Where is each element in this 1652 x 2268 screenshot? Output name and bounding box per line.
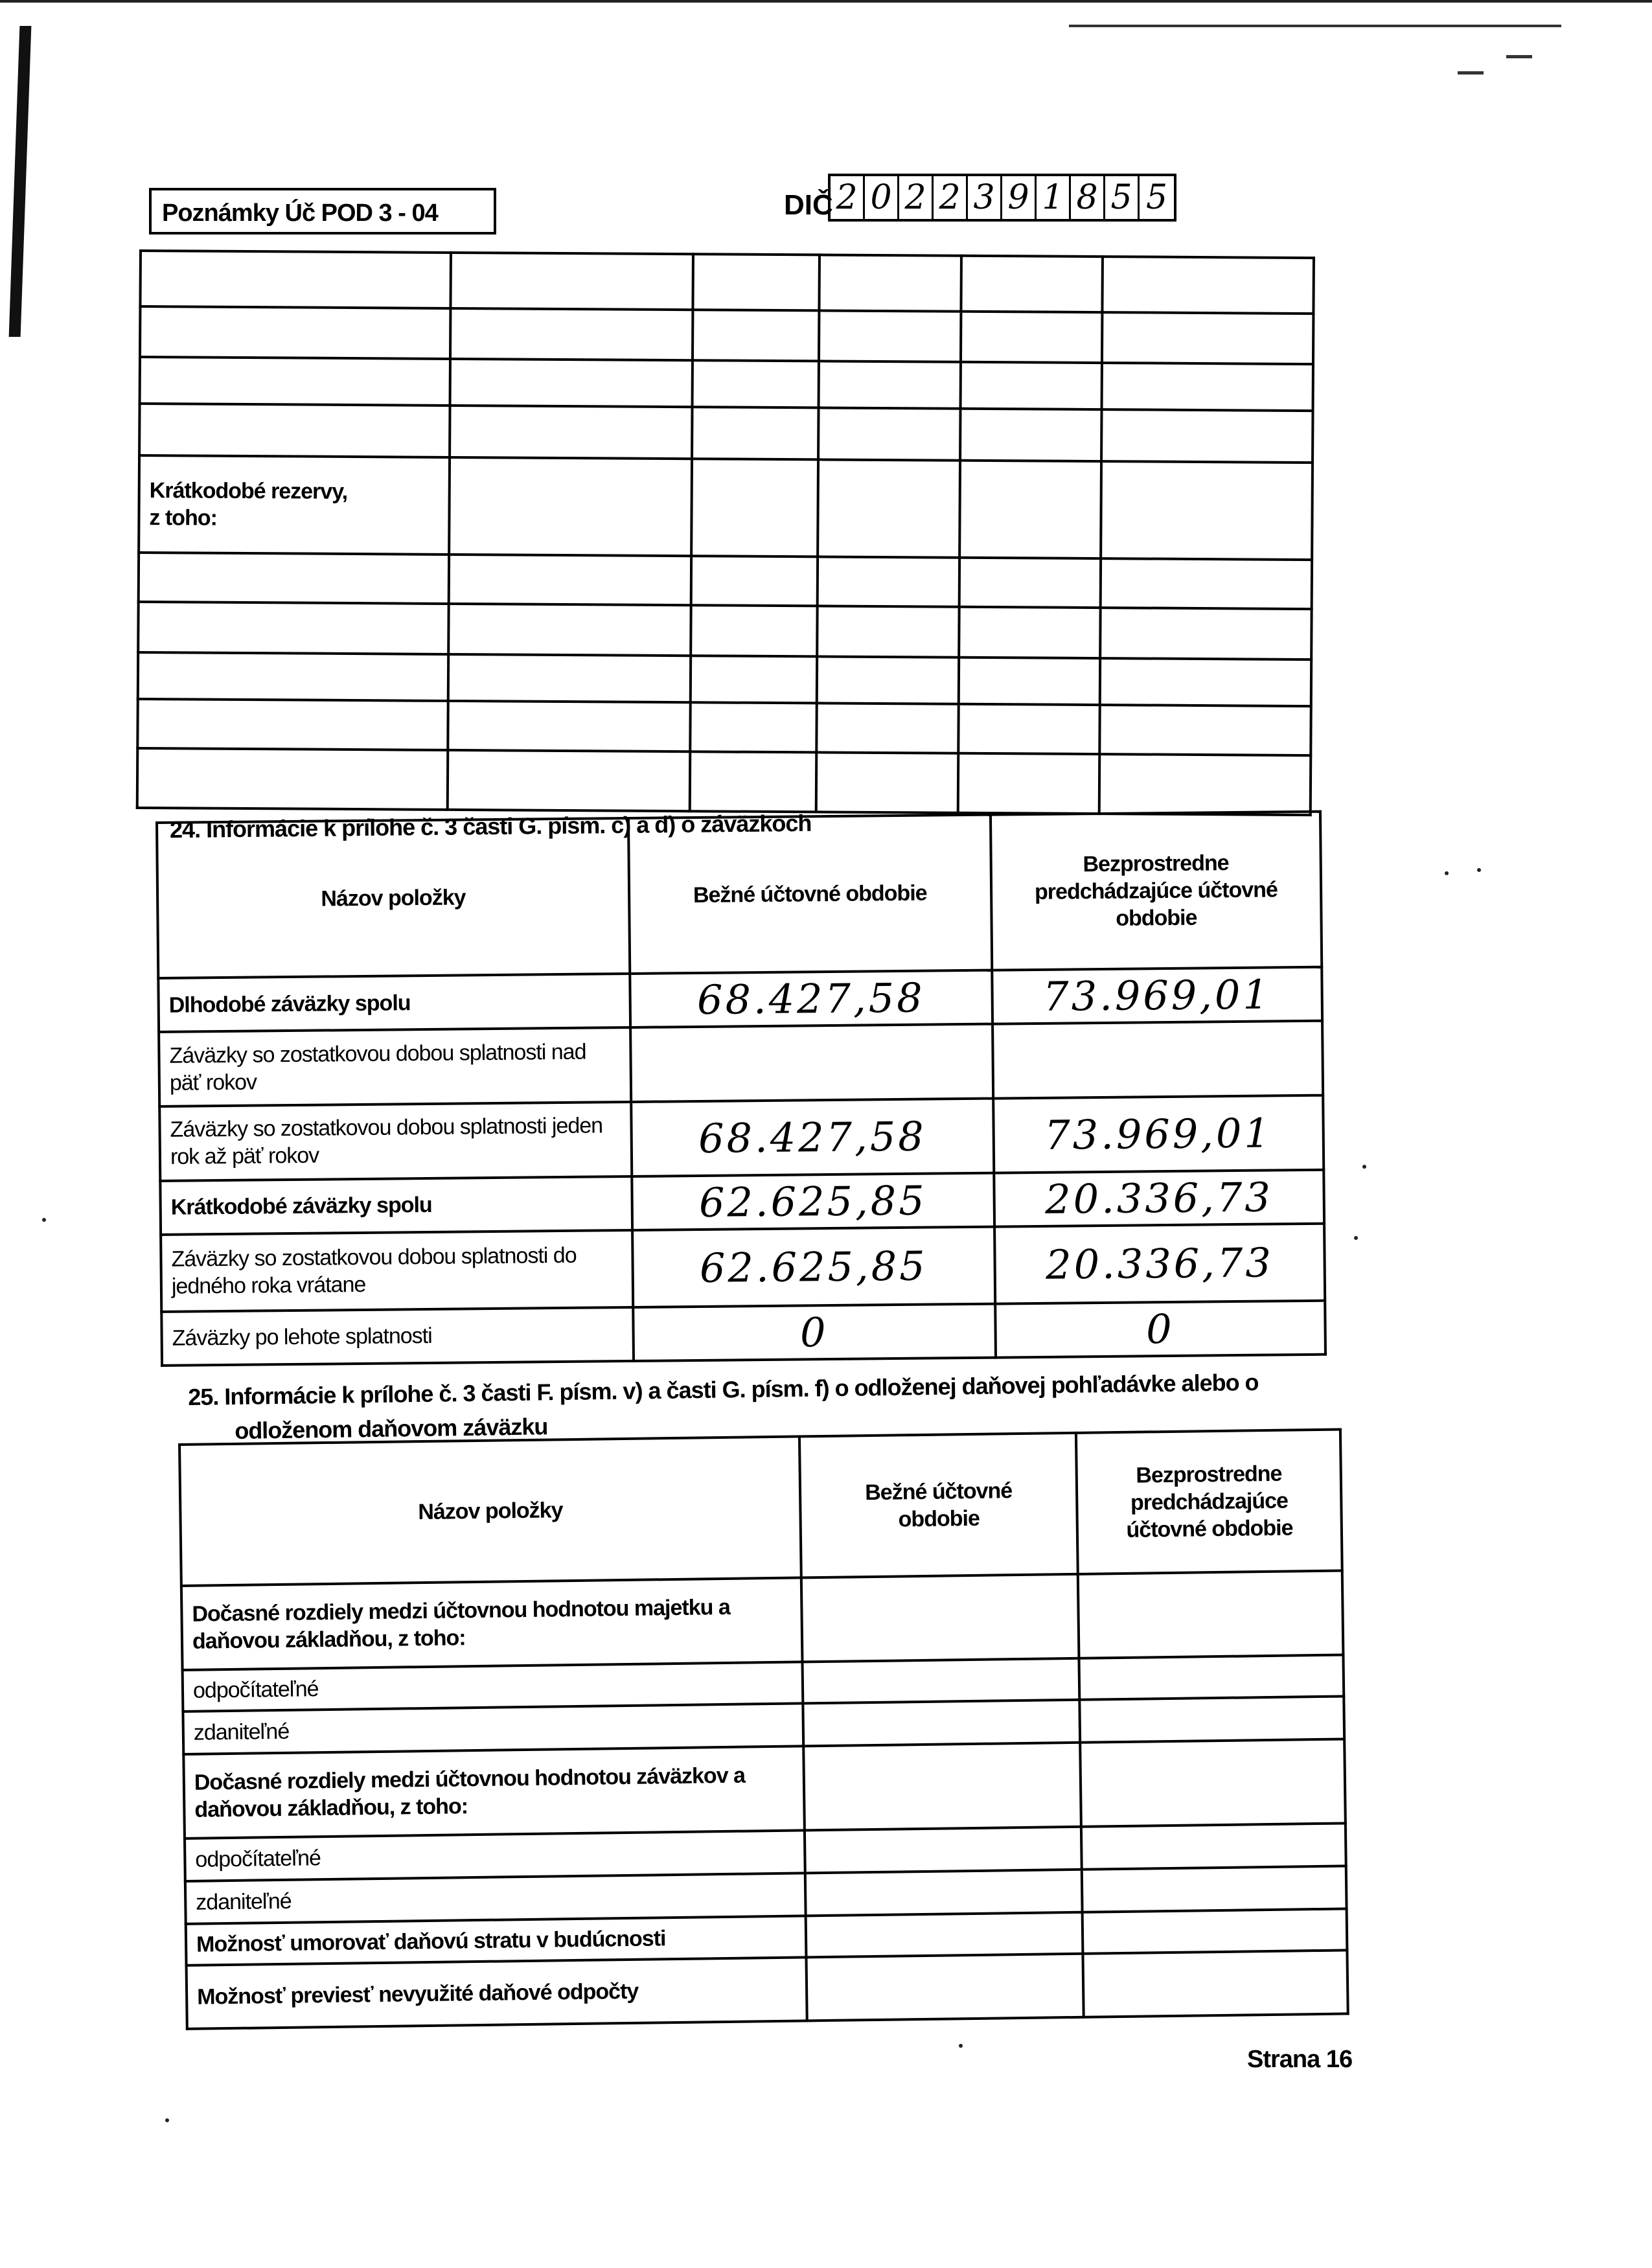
empty-cell	[139, 404, 450, 457]
empty-cell	[806, 1912, 1083, 1958]
empty-cell	[693, 310, 819, 361]
dic-label: DIČ	[784, 189, 833, 221]
empty-cell	[1101, 363, 1313, 411]
empty-cell	[803, 1743, 1081, 1831]
empty-cell	[1083, 1950, 1348, 2017]
scan-speck	[959, 2044, 963, 2048]
handwritten-value-previous: 20.336,73	[994, 1169, 1324, 1226]
table-row	[139, 404, 1313, 463]
table-row	[140, 251, 1313, 314]
column-header-name: Názov položky	[157, 818, 630, 978]
dic-digit: 0	[865, 176, 899, 219]
empty-cell	[140, 357, 451, 406]
row-label: odpočítateľné	[183, 1662, 803, 1712]
empty-cell	[818, 459, 960, 557]
empty-cell	[1100, 558, 1312, 609]
empty-cell	[960, 409, 1101, 461]
scan-speck	[165, 2118, 169, 2122]
dic-digit-boxes	[828, 174, 1176, 222]
row-label: Dlhodobé záväzky spolu	[158, 974, 630, 1032]
empty-cell	[691, 656, 817, 703]
form-label-box	[149, 188, 496, 235]
page-number: Strana 16	[1247, 2046, 1353, 2073]
table-row	[138, 602, 1311, 659]
handwritten-value-previous: 20.336,73	[994, 1223, 1325, 1303]
empty-cell	[1101, 461, 1313, 560]
column-header-previous: Bezprostredne predchádzajúce účtovné obdobie	[1076, 1430, 1342, 1574]
empty-cell	[1099, 705, 1311, 755]
dic-digit: 5	[1145, 178, 1168, 217]
table-row	[161, 1300, 1325, 1366]
empty-cell	[690, 751, 816, 812]
empty-cell	[451, 253, 694, 310]
empty-cell	[1079, 1655, 1344, 1699]
empty-cell	[803, 1700, 1080, 1747]
empty-cell	[817, 606, 959, 657]
empty-cell	[691, 556, 818, 606]
scan-speck	[1362, 1165, 1366, 1169]
empty-cell	[1099, 754, 1311, 815]
scan-dash	[1506, 55, 1532, 58]
empty-cell	[1102, 257, 1314, 314]
empty-cell	[1083, 1908, 1348, 1953]
column-header-current: Bežné účtovné obdobie	[628, 815, 992, 974]
scan-speck	[1445, 871, 1449, 875]
empty-cell	[959, 704, 1100, 754]
empty-cell	[1080, 1696, 1345, 1742]
scan-speck	[1477, 868, 1481, 872]
column-header-previous: Bezprostredne predchádzajúce účtovné obdobie	[991, 812, 1322, 970]
empty-cell	[819, 255, 961, 311]
section-24-table	[155, 810, 1327, 1367]
empty-cell	[959, 607, 1101, 658]
table-row	[181, 1570, 1344, 1669]
row-label: odpočítateľné	[185, 1830, 805, 1881]
empty-cell	[805, 1827, 1082, 1873]
empty-cell	[448, 654, 691, 702]
section-24-title: 24. Informácie k prílohe č. 3 časti G. písm. c) a d) o záväzkoch	[169, 809, 812, 843]
row-label: Záväzky po lehote splatnosti	[161, 1307, 633, 1366]
section-25-title-line1: 25. Informácie k prílohe č. 3 časti F. písm. v) a časti G. písm. f) o odloženej daňovej pohľadávke alebo o	[188, 1368, 1259, 1410]
row-label: Možnosť previesť nevyužité daňové odpočty	[187, 1957, 807, 2029]
empty-cell	[818, 407, 961, 460]
row-label: Možnosť umorovať daňovú stratu v budúcnosti	[186, 1916, 807, 1965]
row-label: zdaniteľné	[183, 1703, 803, 1754]
empty-cell	[961, 256, 1103, 312]
empty-cell	[1080, 1739, 1345, 1826]
empty-cell	[138, 652, 449, 701]
empty-cell	[816, 703, 959, 753]
empty-cell	[450, 406, 693, 459]
form-label: Poznámky Úč POD 3 - 04	[162, 200, 438, 227]
empty-cell	[1100, 658, 1312, 706]
scan-speck	[42, 1218, 46, 1222]
empty-cell	[817, 656, 959, 704]
row-label: zdaniteľné	[185, 1873, 806, 1924]
table-row	[139, 455, 1313, 560]
row-label: Dočasné rozdiely medzi účtovnou hodnotou záväzkov a daňovou základňou, z toho:	[183, 1746, 805, 1838]
empty-cell	[959, 461, 1101, 558]
empty-cell	[961, 312, 1102, 363]
handwritten-value-current: 62.625,85	[632, 1226, 995, 1307]
empty-cell	[959, 658, 1100, 705]
empty-cell	[1082, 1866, 1347, 1912]
handwritten-value-previous: 0	[995, 1300, 1325, 1357]
dic-digit: 9	[1002, 176, 1037, 219]
empty-cell	[818, 556, 960, 606]
empty-cell	[449, 604, 692, 656]
table-row	[139, 553, 1312, 609]
top-table	[136, 249, 1315, 816]
scan-speck	[1354, 1236, 1358, 1240]
empty-cell	[693, 360, 819, 407]
empty-cell	[959, 558, 1101, 608]
table-row	[159, 1021, 1323, 1106]
dic-digit: 3	[968, 176, 1002, 219]
empty-cell	[448, 750, 691, 811]
empty-cell	[449, 555, 692, 605]
dic-digit: 2	[934, 176, 968, 219]
table-row	[161, 1223, 1325, 1311]
row-label: Záväzky so zostatkovou dobou splatnosti jeden rok až päť rokov	[159, 1102, 632, 1181]
empty-cell	[801, 1574, 1079, 1662]
empty-cell	[819, 310, 961, 361]
handwritten-value-current: 0	[633, 1303, 996, 1361]
empty-cell	[449, 457, 692, 556]
empty-cell	[693, 254, 820, 310]
column-header-name: Názov položky	[179, 1436, 801, 1586]
empty-cell	[802, 1658, 1079, 1704]
scan-edge-line	[0, 0, 1652, 3]
empty-cell	[140, 306, 451, 359]
table-row	[140, 306, 1313, 364]
scan-dark-stripe	[9, 26, 32, 337]
empty-cell	[1101, 409, 1313, 463]
empty-cell	[448, 701, 691, 751]
empty-cell	[137, 699, 448, 750]
empty-cell	[816, 752, 959, 812]
scan-line	[1069, 25, 1561, 27]
table-row	[159, 1095, 1324, 1181]
dic-digit: 8	[1071, 176, 1105, 219]
handwritten-value-previous: 73.969,01	[993, 1095, 1324, 1173]
section-25-title-line2: odloženom daňovom záväzku	[235, 1413, 548, 1444]
empty-cell	[1078, 1570, 1343, 1658]
empty-cell	[691, 605, 818, 656]
table-row	[137, 699, 1311, 755]
empty-cell	[806, 1954, 1084, 2021]
handwritten-value-previous	[992, 1021, 1323, 1099]
dic-digit: 2	[831, 176, 865, 219]
dic-digit: 5	[1105, 176, 1140, 219]
row-label: Dočasné rozdiely medzi účtovnou hodnotou majetku a daňovou základňou, z toho:	[181, 1577, 803, 1670]
empty-cell	[691, 702, 817, 752]
dic-digit: 1	[1037, 176, 1071, 219]
empty-cell	[958, 753, 1099, 814]
empty-cell	[450, 308, 693, 360]
handwritten-value-current	[630, 1024, 993, 1102]
table-row	[138, 652, 1311, 706]
table-row	[137, 748, 1311, 815]
empty-cell	[961, 362, 1102, 409]
handwritten-value-current: 62.625,85	[632, 1173, 994, 1230]
empty-cell	[692, 407, 818, 459]
row-label: Krátkodobé záväzky spolu	[160, 1176, 632, 1234]
empty-cell	[140, 251, 451, 308]
empty-cell	[139, 553, 450, 604]
empty-cell	[138, 602, 449, 654]
table-row	[183, 1739, 1346, 1838]
handwritten-value-previous: 73.969,01	[992, 967, 1322, 1024]
empty-cell	[805, 1870, 1083, 1916]
empty-cell	[1102, 312, 1314, 364]
handwritten-value-current: 68.427,58	[630, 970, 992, 1028]
dic-digit: 2	[899, 176, 934, 219]
table-row	[140, 357, 1313, 411]
empty-cell	[818, 361, 961, 408]
column-header-current: Bežné účtovné obdobie	[799, 1433, 1078, 1578]
empty-cell	[450, 359, 693, 407]
row-label: Záväzky so zostatkovou dobou splatnosti nad päť rokov	[159, 1027, 631, 1106]
empty-cell	[692, 459, 818, 556]
handwritten-value-current: 68.427,58	[631, 1099, 994, 1176]
empty-cell	[137, 748, 448, 810]
empty-cell	[1081, 1823, 1346, 1869]
row-label: Záväzky so zostatkovou dobou splatnosti do jedného roka vrátane	[161, 1230, 633, 1312]
row-label: Krátkodobé rezervy, z toho:	[139, 455, 450, 555]
empty-cell	[1100, 608, 1312, 659]
scan-dash	[1458, 71, 1484, 74]
section-25-table	[178, 1428, 1349, 2030]
